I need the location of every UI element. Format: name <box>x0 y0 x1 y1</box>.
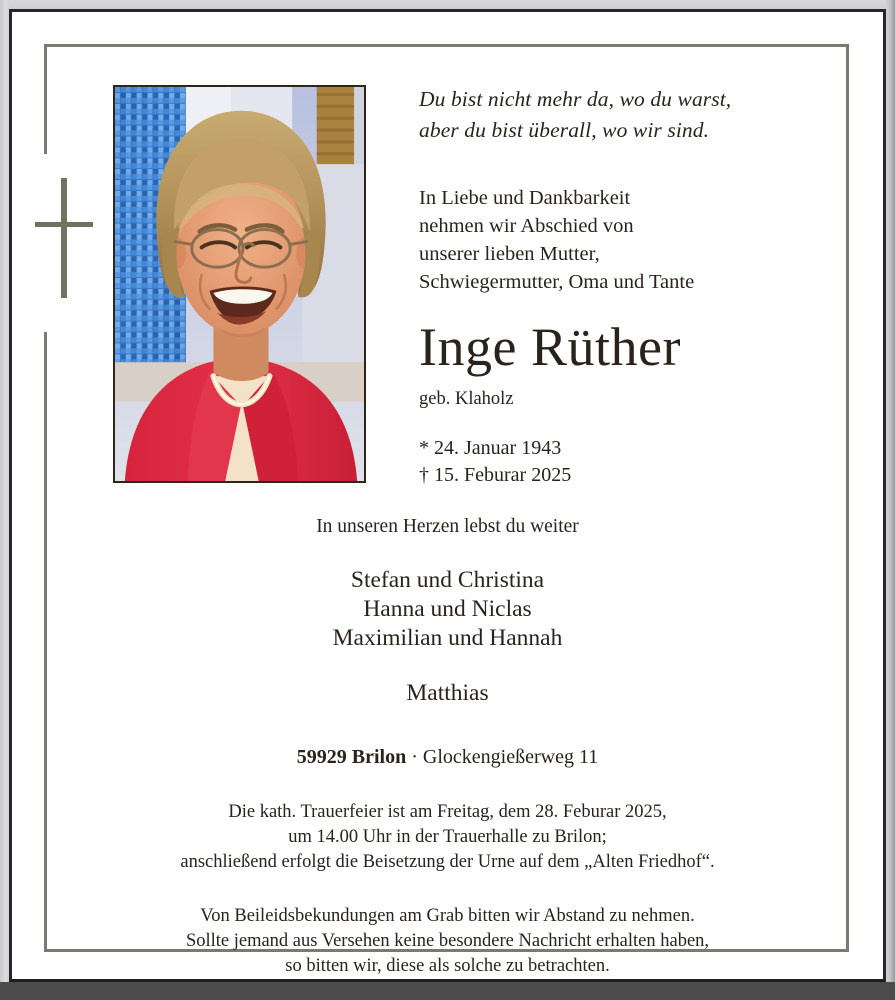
window-bevel-bottom <box>0 982 895 1000</box>
window-bevel-left <box>0 0 9 1000</box>
lower-text-block <box>14 514 881 977</box>
verse-line-1: Du bist nicht mehr da, wo du warst, <box>419 87 732 111</box>
death-date: † 15. Feburar 2025 <box>419 464 572 486</box>
address-postal-city: 59929 Brilon <box>296 746 407 768</box>
portrait-illustration <box>115 87 364 481</box>
family-line-3: Maximilian und Hannah <box>332 625 563 651</box>
card-content <box>14 14 881 977</box>
ceremony-details <box>14 800 881 875</box>
memorial-verse <box>419 84 869 146</box>
address-street: Glockengießerweg 11 <box>422 746 599 768</box>
verse-line-2: aber du bist überall, wo wir sind. <box>419 118 710 142</box>
memory-line: In unseren Herzen lebst du weiter <box>316 516 579 537</box>
family-names <box>14 566 881 653</box>
address-line <box>14 744 881 770</box>
maiden-name: geb. Klaholz <box>419 389 514 409</box>
portrait-photo <box>113 85 366 483</box>
ceremony-line-2: um 14.00 Uhr in der Trauerhalle zu Brilon; <box>288 827 607 847</box>
intro-line-1: In Liebe und Dankbarkeit <box>419 187 631 209</box>
intro-line-3: unserer lieben Mutter, <box>419 243 600 265</box>
birth-date: * 24. Januar 1943 <box>419 437 562 459</box>
ceremony-line-3: anschließend erfolgt die Beisetzung der Urne auf dem „Alten Friedhof“. <box>180 852 715 872</box>
window-bevel-right <box>886 0 895 1000</box>
obituary-card <box>14 14 881 977</box>
closing-line-2: Sollte jemand aus Versehen keine besondere Nachricht erhalten haben, <box>185 931 710 951</box>
address-separator: · <box>406 746 423 768</box>
ceremony-line-1: Die kath. Trauerfeier ist am Freitag, dem 28. Feburar 2025, <box>228 802 667 822</box>
intro-text <box>419 184 869 296</box>
closing-line-1: Von Beileidsbekundungen am Grab bitten wir Abstand zu nehmen. <box>200 906 695 926</box>
intro-line-4: Schwiegermutter, Oma und Tante <box>419 271 695 293</box>
upper-text-column <box>419 84 869 489</box>
family-line-2: Hanna und Niclas <box>363 596 532 622</box>
window-bevel-top <box>0 0 895 9</box>
intro-line-2: nehmen wir Abschied von <box>419 215 634 237</box>
life-dates <box>419 435 869 489</box>
deceased-name: Inge Rüther <box>419 317 681 377</box>
family-line-1: Stefan und Christina <box>350 567 545 593</box>
family-line-4: Matthias <box>406 680 489 706</box>
closing-note <box>14 904 881 977</box>
closing-line-3: so bitten wir, diese als solche zu betrachten. <box>285 956 610 976</box>
